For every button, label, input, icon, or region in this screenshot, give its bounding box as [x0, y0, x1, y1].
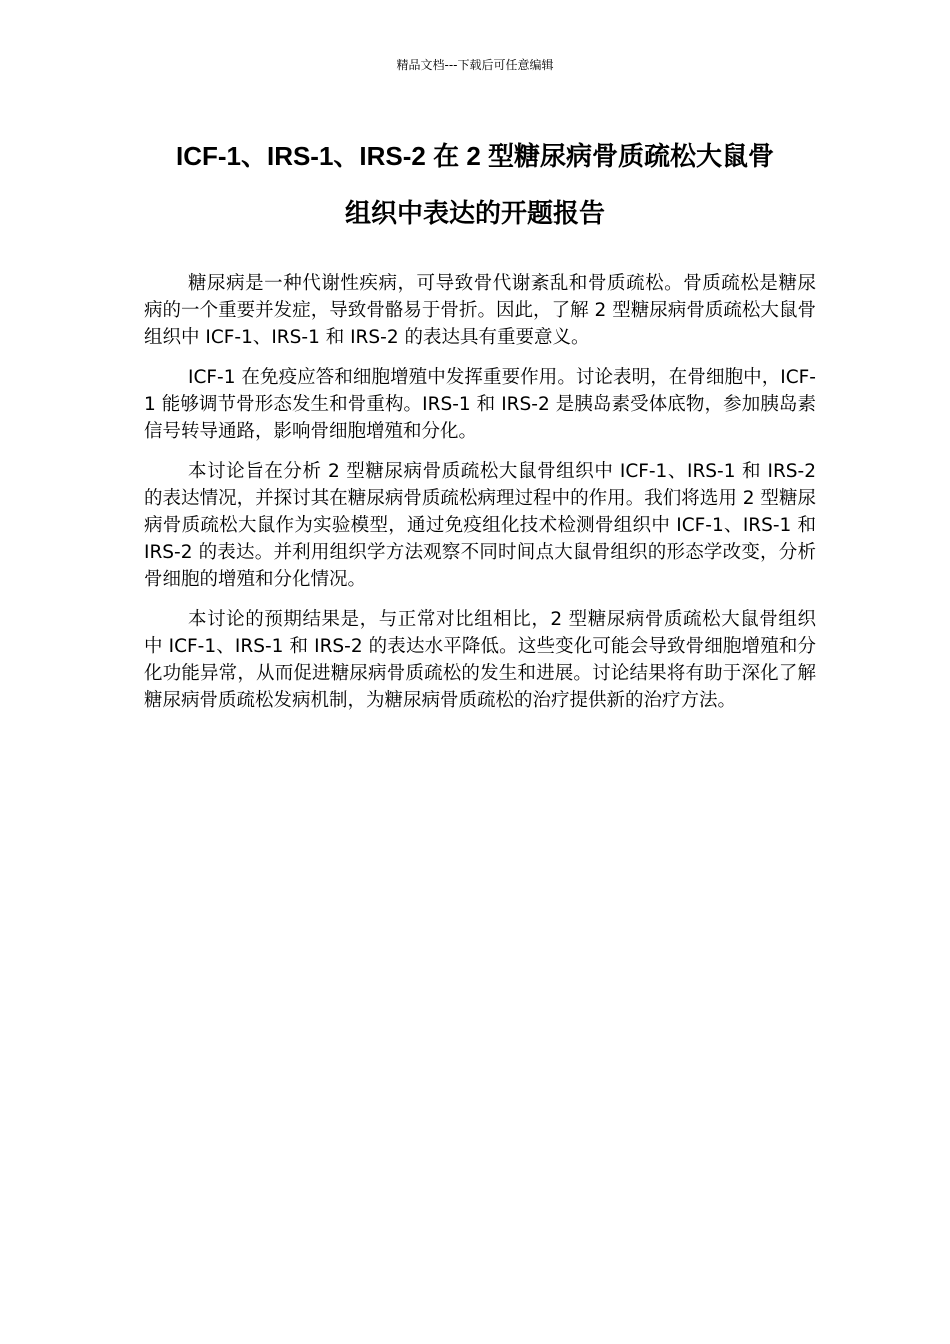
- document-title: [130, 132, 820, 246]
- title-line-1: ICF-1、IRS-1、IRS-2 在 2 型糖尿病骨质疏松大鼠骨: [175, 141, 775, 171]
- document-body: [144, 270, 816, 727]
- paragraph-intro: 糖尿病是一种代谢性疾病，可导致骨代谢紊乱和骨质疏松。骨质疏松是糖尿病的一个重要并发症，导致骨骼易于骨折。因此，了解 2 型糖尿病骨质疏松大鼠骨组织中 ICF-1、IRS-1 和 IRS-2 的表达具有重要意义。: [144, 273, 816, 348]
- title-line-2: 组织中表达的开题报告: [344, 198, 605, 228]
- paragraph-methods: 本讨论旨在分析 2 型糖尿病骨质疏松大鼠骨组织中 ICF-1、IRS-1 和 IRS-2 的表达情况，并探讨其在糖尿病骨质疏松病理过程中的作用。我们将选用 2 型糖尿病骨质疏松大鼠作为实验模型，通过免疫组化技术检测骨组织中 ICF-1、IRS-1 和 IRS-2 的表达。并利用组织学方法观察不同时间点大鼠骨组织的形态学改变，分析骨细胞的增殖和分化情况。: [144, 461, 816, 590]
- paragraph-background: ICF-1 在免疫应答和细胞增殖中发挥重要作用。讨论表明，在骨细胞中，ICF-1 能够调节骨形态发生和骨重构。IRS-1 和 IRS-2 是胰岛素受体底物，参加胰岛素信号转导通路，影响骨细胞增殖和分化。: [144, 367, 816, 442]
- paragraph-expected-results: 本讨论的预期结果是，与正常对比组相比，2 型糖尿病骨质疏松大鼠骨组织中 ICF-1、IRS-1 和 IRS-2 的表达水平降低。这些变化可能会导致骨细胞增殖和分化功能异常，从而促进糖尿病骨质疏松的发生和进展。讨论结果将有助于深化了解糖尿病骨质疏松发病机制，为糖尿病骨质疏松的治疗提供新的治疗方法。: [144, 609, 816, 711]
- page-header-note: 精品文档---下载后可任意编辑: [396, 58, 554, 72]
